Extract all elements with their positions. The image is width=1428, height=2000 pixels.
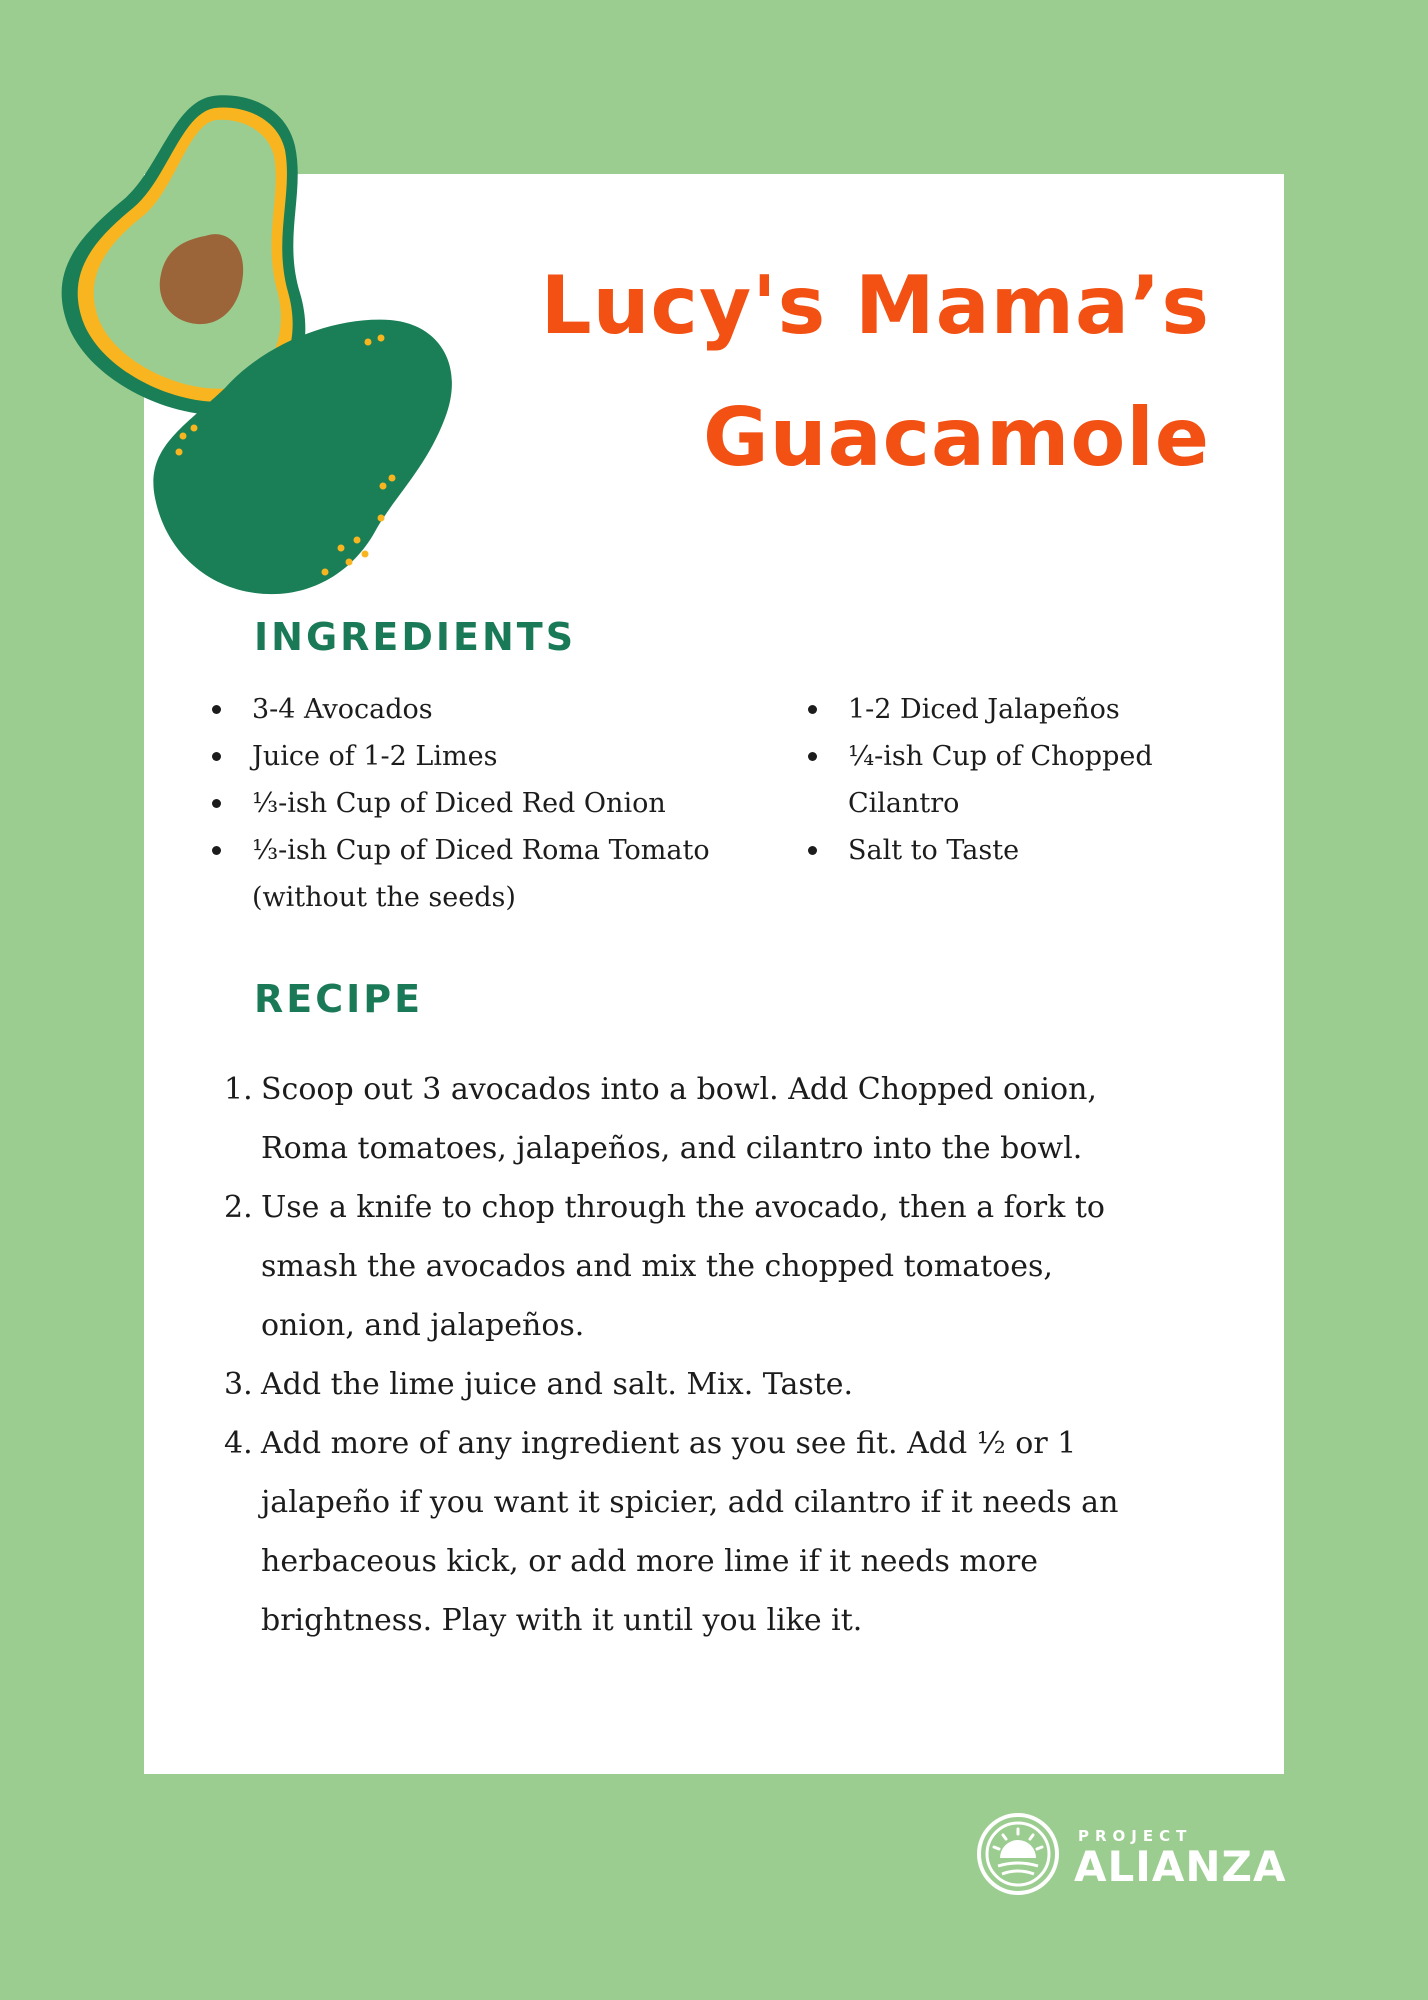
ingredient-item: Juice of 1-2 Limes — [210, 733, 770, 780]
ingredient-item: 3-4 Avocados — [210, 686, 770, 733]
ingredient-item: Salt to Taste — [806, 827, 1226, 874]
ingredient-item: 1-2 Diced Jalapeños — [806, 686, 1226, 733]
recipe-steps — [218, 1060, 1178, 1650]
project-alianza-logo — [976, 1812, 1296, 1896]
recipe-step: 4. Add more of any ingredient as you see fit. Add ½ or 1 jalapeño if you want it spicier, add cilantro if it needs an herbaceous kick, or add more lime if it needs more brightness. Play with it until you like it. — [218, 1414, 1178, 1650]
ingredient-item: ¼-ish Cup of Chopped Cilantro — [806, 733, 1226, 827]
page-title — [420, 240, 1210, 504]
recipe-step: 2. Use a knife to chop through the avocado, then a fork to smash the avocados and mix the chopped tomatoes, onion, and jalapeños. — [218, 1178, 1178, 1355]
title-line-2: Guacamole — [702, 391, 1210, 484]
recipe-heading: RECIPE — [254, 977, 424, 1021]
ingredients-list-right — [806, 686, 1226, 874]
ingredient-item: ⅓-ish Cup of Diced Red Onion — [210, 780, 770, 827]
ingredient-item: ⅓-ish Cup of Diced Roma Tomato (without the seeds) — [210, 827, 770, 921]
ingredients-heading: INGREDIENTS — [254, 615, 577, 659]
ingredients-list-left — [210, 686, 770, 921]
avocado-illustration — [55, 88, 475, 608]
step-number: 2. — [224, 1190, 253, 1225]
logo-small-text: PROJECT — [1078, 1827, 1193, 1845]
title-line-1: Lucy's Mama’s — [540, 259, 1210, 352]
recipe-step: 3. Add the lime juice and salt. Mix. Taste. — [218, 1355, 1178, 1414]
project-alianza-logo-icon — [976, 1812, 1060, 1896]
step-number: 1. — [224, 1072, 253, 1107]
step-number: 3. — [224, 1367, 253, 1402]
logo-big-text: ALIANZA — [1074, 1842, 1287, 1891]
step-number: 4. — [224, 1426, 253, 1461]
recipe-step: 1. Scoop out 3 avocados into a bowl. Add Chopped onion, Roma tomatoes, jalapeños, and cilantro into the bowl. — [218, 1060, 1178, 1178]
